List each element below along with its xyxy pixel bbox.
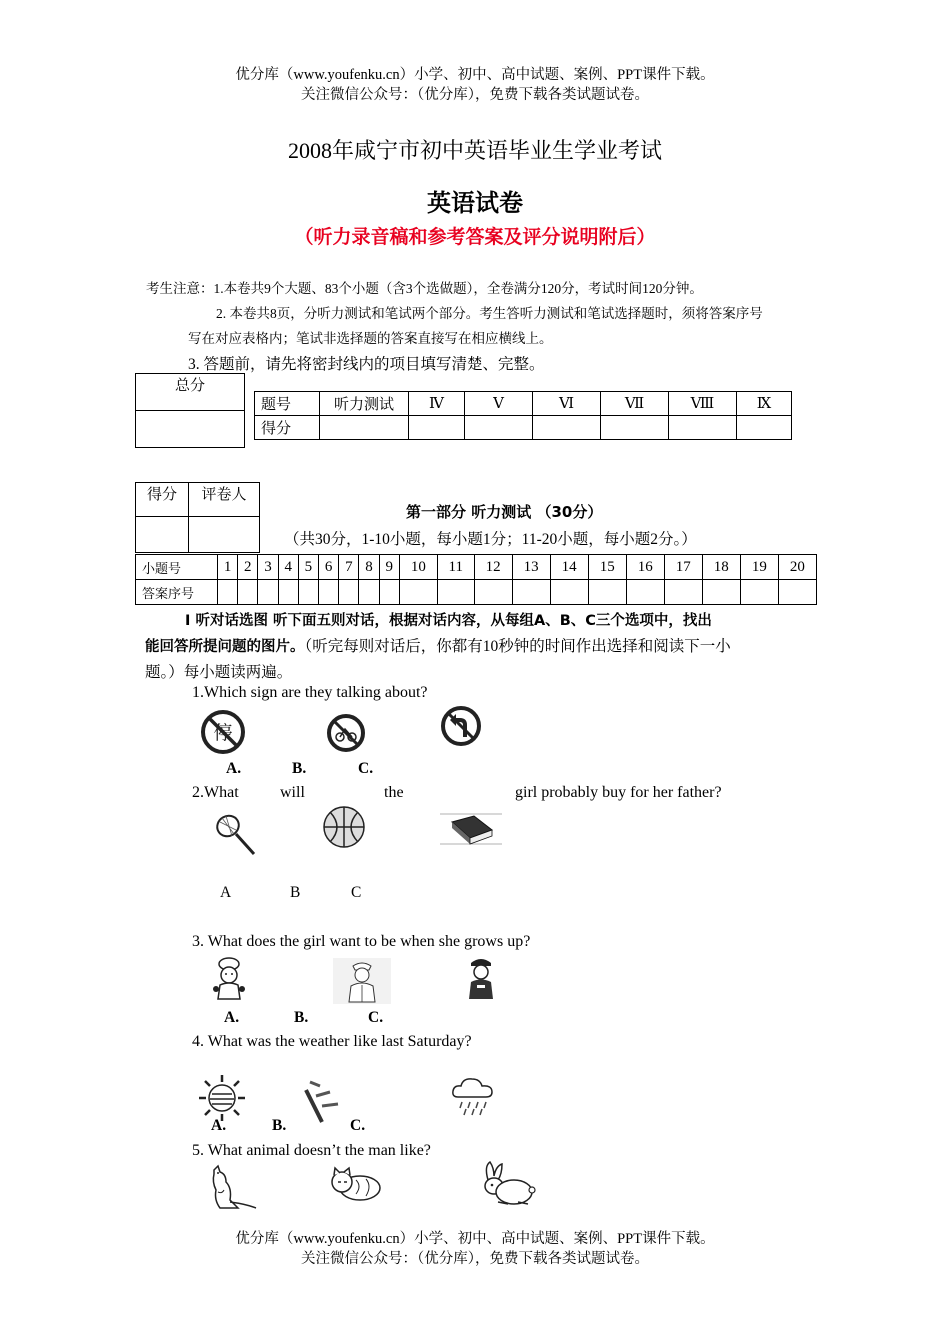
answer-input-cell[interactable] [474,580,512,605]
answer-number-cell: 15 [588,555,626,580]
no-parking-sign-icon[interactable] [200,709,246,755]
q3-label-c: C. [368,1009,384,1026]
question-5: 5. What animal doesn’t the man like? [192,1142,431,1159]
score-cell[interactable] [465,416,533,440]
answer-input-cell[interactable] [258,580,278,605]
footer-line-1: 优分库（www.youfenku.cn）小学、初中、高中试题、案例、PPT课件下载。 [235,1231,715,1247]
answer-input-cell[interactable] [664,580,702,605]
answer-input-cell[interactable] [399,580,437,605]
book-icon[interactable] [440,808,502,850]
grader-name-label: 评卷人 [189,483,260,517]
score-cell[interactable] [409,416,465,440]
answer-number-cell: 7 [339,555,359,580]
grader-name-cell[interactable] [189,517,260,553]
score-col-header: 题号 [255,392,320,416]
q2-label-c: C [351,884,362,901]
cat-icon[interactable] [326,1166,384,1202]
answer-input-cell[interactable] [319,580,339,605]
answer-input-cell[interactable] [238,580,258,605]
answer-number-cell: 6 [319,555,339,580]
grader-score-cell[interactable] [136,517,189,553]
sun-icon[interactable] [198,1074,246,1122]
q1-label-a: A. [226,760,242,777]
answer-input-cell[interactable] [626,580,664,605]
question-2-part-4: girl probably buy for her father? [515,784,722,801]
exam-red-note: （听力录音稿和参考答案及评分说明附后） [294,226,656,248]
no-left-turn-sign-icon[interactable] [440,705,482,747]
svg-text:停: 停 [213,722,233,744]
header-line-2: 关注微信公众号：（优分库），免费下载各类试题试卷。 [301,87,649,103]
score-col-9: Ⅸ [737,392,792,416]
rain-cloud-icon[interactable] [450,1075,496,1117]
answer-input-cell[interactable] [218,580,238,605]
part1-title: 第一部分 听力测试 （30分） [406,503,603,521]
score-col-4: Ⅳ [409,392,465,416]
q1-label-c: C. [358,760,374,777]
question-2-part-2: will [280,784,305,801]
section1-head: Ⅰ 听对话选图 听下面五则对话，根据对话内容，从每组A、B、C三个选项中，找出 [185,613,712,629]
note-3: 3. 答题前，请先将密封线内的项目填写清楚、完整。 [188,356,545,373]
q3-label-b: B. [294,1009,309,1026]
question-2-part-3: the [384,784,404,801]
answer-input-cell[interactable] [512,580,550,605]
q2-label-b: B [290,884,301,901]
part1-desc: （共30分，1-10小题，每小题1分；11-20小题，每小题2分。） [284,531,697,548]
section1-head2-bold: 能回答所提问题的图片。 [145,639,305,655]
grader-score-label: 得分 [136,483,189,517]
answer-number-cell: 18 [702,555,740,580]
question-1: 1.Which sign are they talking about? [192,684,428,701]
answer-input-cell[interactable] [740,580,778,605]
answer-number-label: 小题号 [136,555,218,580]
wind-icon[interactable] [300,1078,344,1124]
q2-label-a: A [220,884,232,901]
answer-number-cell: 2 [238,555,258,580]
q1-label-b: B. [292,760,307,777]
score-col-listening: 听力测试 [320,392,409,416]
answer-number-cell: 16 [626,555,664,580]
basketball-icon[interactable] [322,804,366,850]
score-cell[interactable] [669,416,737,440]
total-score-box [135,373,245,448]
total-value-cell[interactable] [136,411,245,448]
exam-title: 2008年咸宁市初中英语毕业生学业考试 [287,138,662,163]
no-bicycles-sign-icon[interactable] [326,713,366,753]
answer-input-cell[interactable] [359,580,379,605]
answer-number-cell: 1 [218,555,238,580]
question-4: 4. What was the weather like last Saturday? [192,1033,472,1050]
note-1: 考生注意：1.本卷共9个大题、83个小题（含3个选做题），全卷满分120分，考试时间120分钟。 [146,281,703,296]
answer-number-cell: 20 [778,555,816,580]
kangaroo-icon[interactable] [206,1164,258,1210]
exam-subtitle: 英语试卷 [427,189,523,217]
section1-head2-rest: （听完每则对话后，你都有10秒钟的时间作出选择和阅读下一小 [304,638,731,655]
rabbit-icon[interactable] [474,1160,538,1208]
cook-icon[interactable] [210,957,248,1003]
q4-label-b: B. [272,1117,287,1134]
score-col-8: Ⅷ [669,392,737,416]
q4-label-a: A. [211,1117,227,1134]
score-col-7: Ⅶ [601,392,669,416]
grader-box [135,482,260,553]
q3-label-a: A. [224,1009,240,1026]
section1-instructions [145,609,815,685]
police-officer-icon[interactable] [463,955,499,1001]
answer-input-cell[interactable] [588,580,626,605]
score-cell[interactable] [601,416,669,440]
answer-input-cell[interactable] [339,580,359,605]
score-table [254,391,792,440]
footer-line-2: 关注微信公众号：（优分库），免费下载各类试题试卷。 [301,1251,649,1267]
answer-input-cell[interactable] [778,580,816,605]
score-row-label: 得分 [255,416,320,440]
answer-input-cell[interactable] [379,580,399,605]
score-cell[interactable] [533,416,601,440]
q4-label-c: C. [350,1117,366,1134]
answer-number-cell: 10 [399,555,437,580]
answer-number-cell: 13 [512,555,550,580]
answer-input-cell[interactable] [437,580,474,605]
header-line-1: 优分库（www.youfenku.cn）小学、初中、高中试题、案例、PPT课件下载。 [235,67,715,83]
total-label: 总分 [136,374,245,411]
tennis-racket-icon[interactable] [212,812,258,858]
score-col-5: Ⅴ [465,392,533,416]
answer-number-cell: 9 [379,555,399,580]
score-col-6: Ⅵ [533,392,601,416]
question-3: 3. What does the girl want to be when she grows up? [192,933,531,950]
answer-number-cell: 3 [258,555,278,580]
answer-input-cell[interactable] [278,580,298,605]
answer-number-cell: 4 [278,555,298,580]
answer-input-cell[interactable] [702,580,740,605]
answer-input-cell[interactable] [550,580,588,605]
answer-number-cell: 11 [437,555,474,580]
note-2b: 写在对应表格内；笔试非选择题的答案直接写在相应横线上。 [188,331,553,346]
answer-number-cell: 19 [740,555,778,580]
answer-number-cell: 14 [550,555,588,580]
answer-number-cell: 17 [664,555,702,580]
question-2-part-1: 2.What [192,784,239,801]
section1-head3: 题。）每小题读两遍。 [145,664,293,681]
score-cell[interactable] [737,416,792,440]
nurse-icon[interactable] [333,958,391,1004]
answer-number-cell: 12 [474,555,512,580]
answer-row-label: 答案序号 [136,580,218,605]
note-2a: 2. 本卷共8页，分听力测试和笔试两个部分。考生答听力测试和笔试选择题时，须将答案序号 [216,306,763,321]
answer-input-cell[interactable] [298,580,318,605]
answer-number-cell: 8 [359,555,379,580]
answer-table [135,554,817,605]
answer-number-cell: 5 [298,555,318,580]
score-cell[interactable] [320,416,409,440]
